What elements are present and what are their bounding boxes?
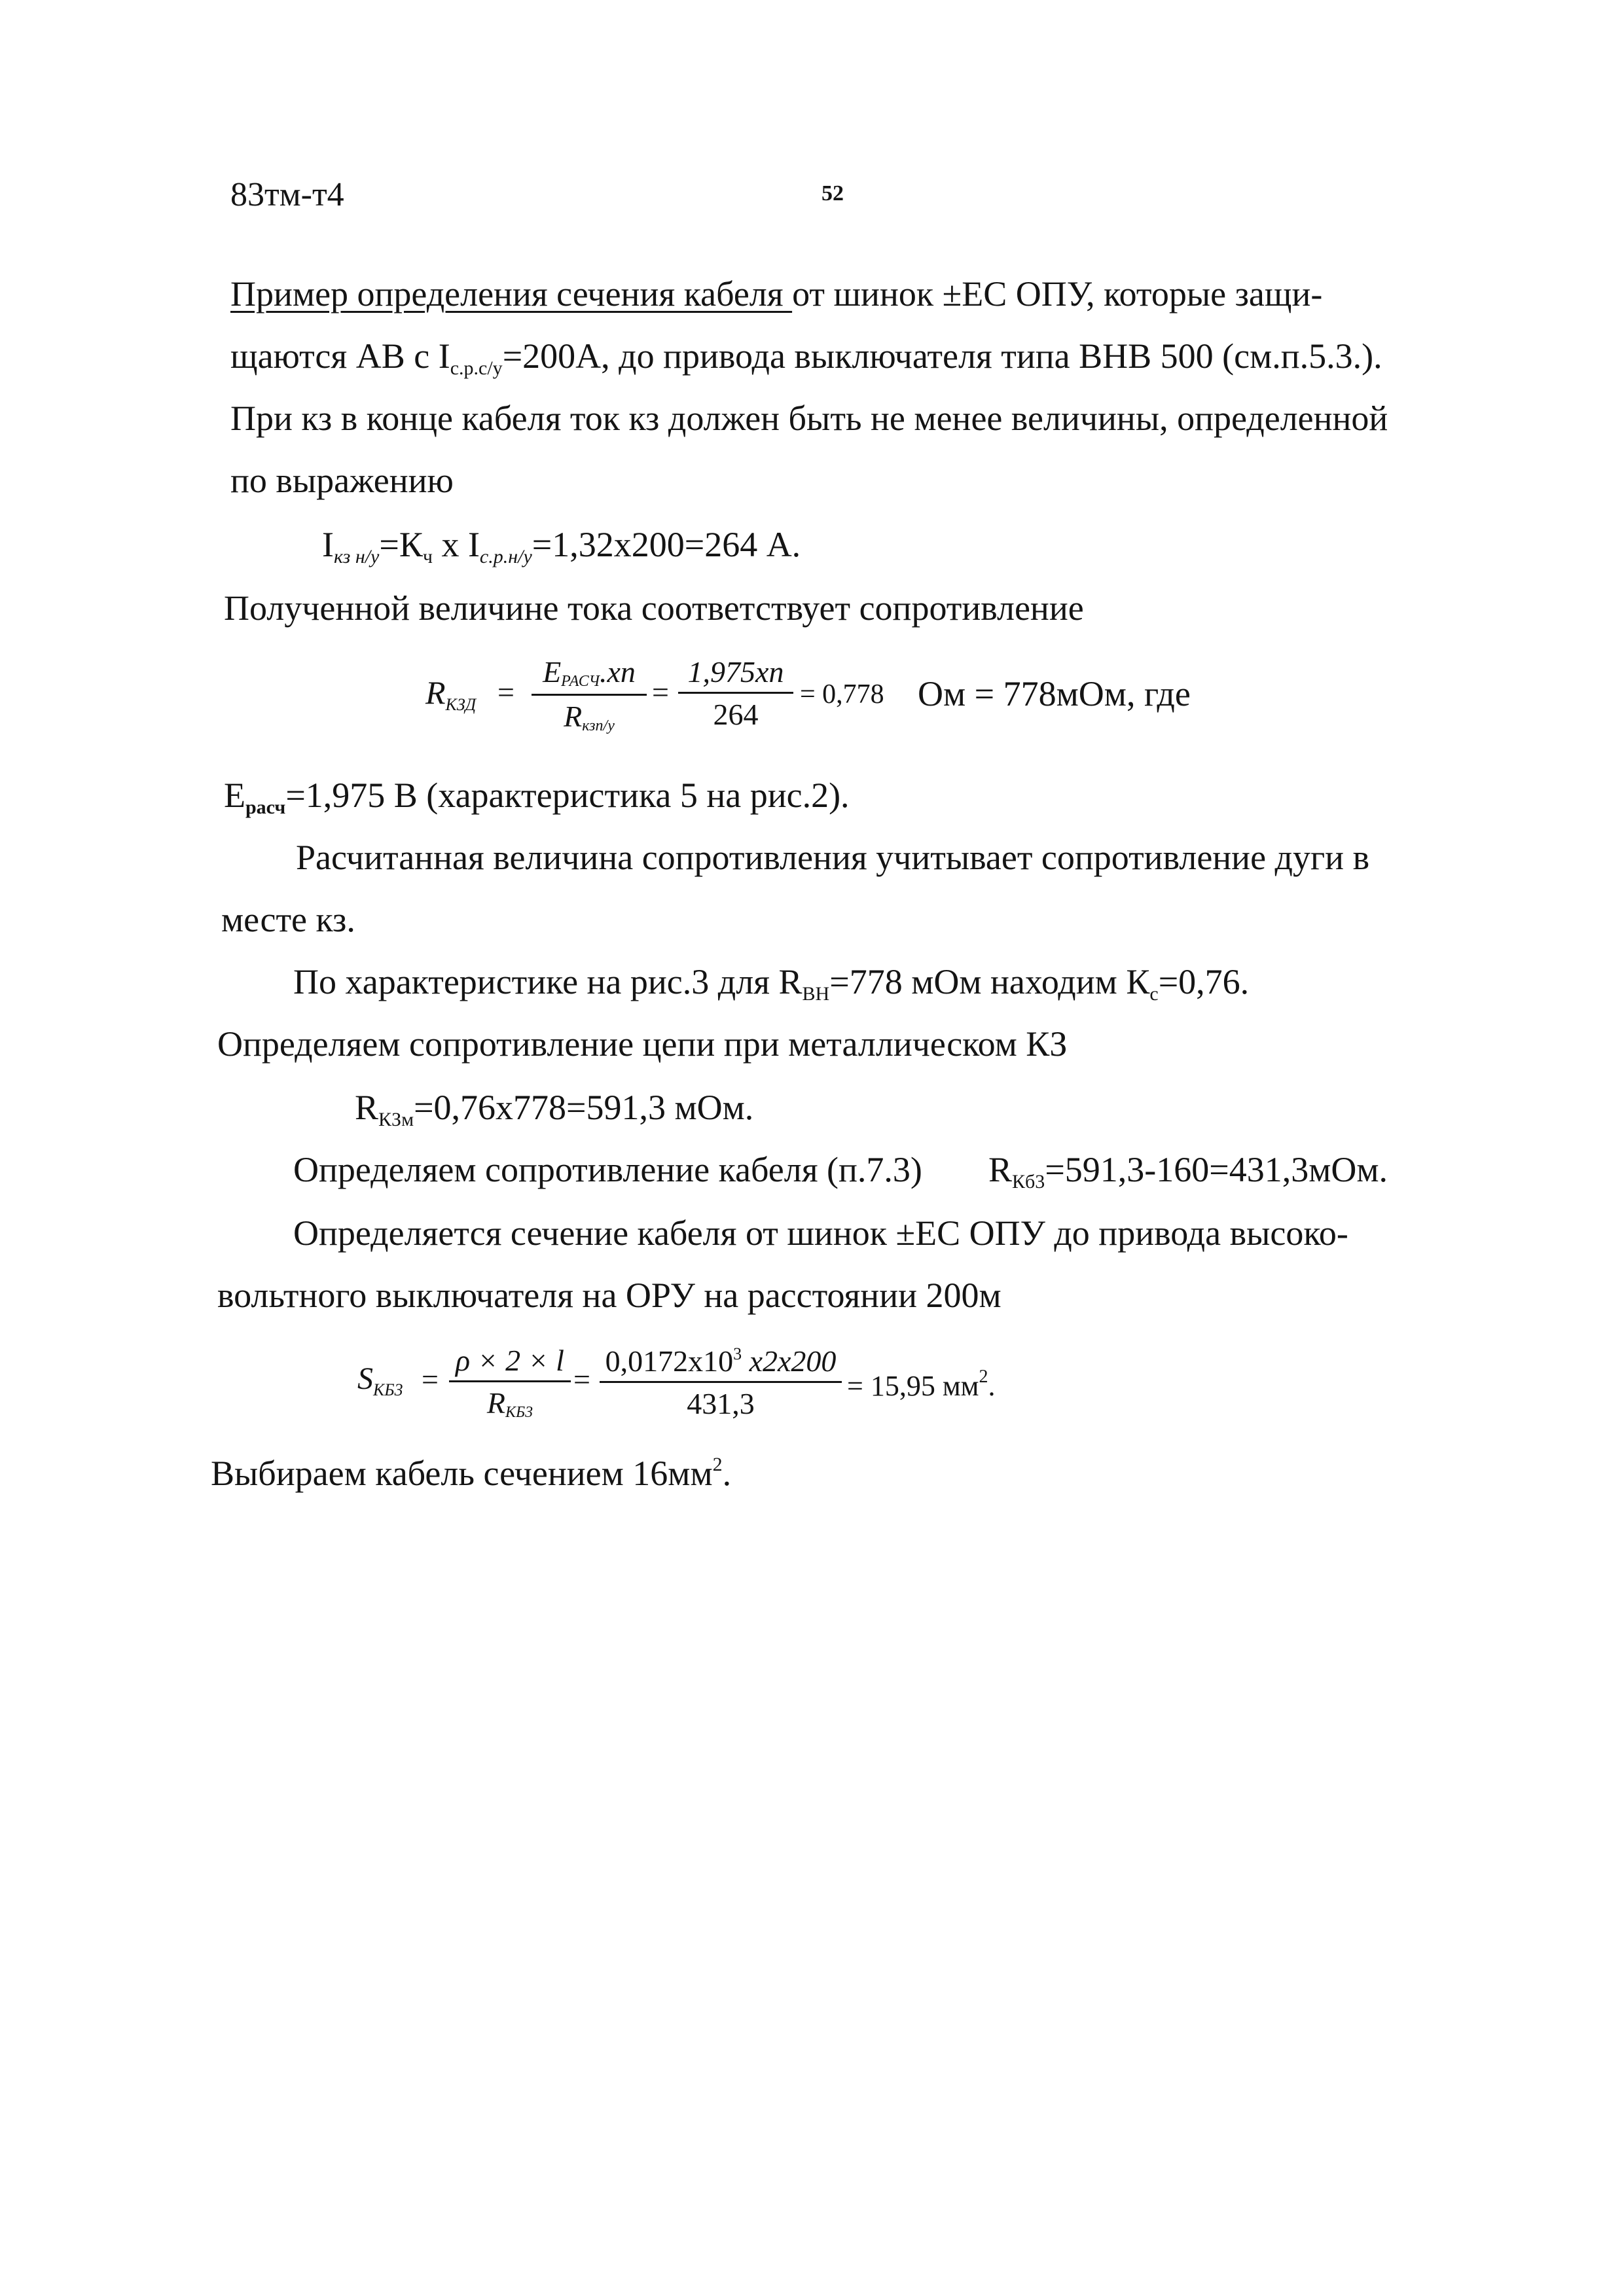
para1-line2-b: =200А, до привода выключателя типа ВНВ 500 (см.п.5.3.).	[502, 336, 1382, 376]
para1-line1	[230, 276, 1322, 312]
f4-lhs-sub: КБ3	[373, 1380, 403, 1399]
f2-f1-den: R	[564, 700, 583, 734]
para7-line	[293, 1152, 922, 1187]
para7-r: R	[988, 1150, 1013, 1189]
f2-eq1: =	[497, 675, 514, 709]
para3-e: Е	[224, 776, 245, 815]
f3-sub: КЗм	[378, 1109, 414, 1130]
formula-short-circuit-current	[322, 527, 801, 567]
para7-sub: Кб3	[1012, 1171, 1045, 1193]
f2-lhs-sub: КЗД	[445, 695, 477, 714]
f4-fraction-1	[449, 1345, 571, 1421]
f2-f1-num: E	[543, 655, 562, 689]
f1-sub1: кз н/у	[333, 546, 380, 567]
para5-sub2: с	[1149, 983, 1159, 1005]
f4-fraction-2	[600, 1345, 842, 1420]
page-number: 52	[821, 181, 844, 206]
f3-r: R	[355, 1088, 379, 1127]
f2-lhs	[425, 676, 476, 713]
para4-line1: Расчитанная величина сопротивления учитывает сопротивление дуги в	[296, 838, 1370, 877]
para8-line1: Определяется сечение кабеля от шинок ±ЕС ОПУ до привода высоко-	[293, 1213, 1348, 1253]
f4-lhs-s: S	[357, 1361, 373, 1396]
f4-result-sup: 2	[979, 1367, 988, 1387]
f4-eq2: =	[573, 1363, 590, 1396]
section-title: Пример определения сечения кабеля	[230, 274, 793, 314]
f2-eq2: =	[652, 675, 669, 709]
para3-line	[224, 778, 850, 817]
para1-line2-sub: с.р.с/у	[450, 357, 503, 379]
f2-fraction-1-bar	[532, 694, 647, 696]
para2-line: Полученной величине тока соответствует сопротивление	[224, 588, 1084, 628]
f3-rest: =0,76х778=591,3 мОм.	[414, 1088, 754, 1127]
f1-i: I	[322, 525, 334, 564]
para5-b: =778 мОм находим К	[829, 962, 1150, 1001]
conclusion-b: .	[722, 1454, 732, 1493]
para8-line2: вольтного выключателя на ОРУ на расстоянии 200м	[217, 1276, 1001, 1315]
para7-a: Определяем сопротивление кабеля (п.7.3)	[293, 1150, 922, 1189]
f4-f1-den-sub: КБ3	[505, 1404, 533, 1422]
para1-line1-rest: от шинок ±ЕС ОПУ, которые защи-	[792, 274, 1323, 314]
para3-rest: =1,975 В (характеристика 5 на рис.2).	[285, 776, 850, 815]
para5-a: По характеристике на рис.3 для R	[293, 962, 803, 1001]
f2-result-tail: Ом = 778мОм, где	[918, 674, 1191, 713]
formula-metallic-sc	[355, 1090, 753, 1130]
f2-fraction-1	[532, 656, 647, 734]
f1-sub2: ч	[422, 546, 433, 567]
f1-sub3: с.р.н/у	[479, 546, 532, 567]
f4-result	[847, 1368, 996, 1401]
f2-f2-den: 264	[713, 698, 759, 732]
para7-rest: =591,3-160=431,3мОм.	[1045, 1150, 1388, 1189]
f4-fraction-2-bar	[600, 1381, 842, 1383]
f4-eq1: =	[422, 1363, 439, 1396]
conclusion-sup: 2	[712, 1454, 723, 1475]
para7-formula	[988, 1152, 1388, 1192]
f4-f2-num-sup: 3	[733, 1344, 742, 1363]
f2-result: = 0,778	[800, 679, 884, 709]
f2-fraction-2-bar	[678, 692, 793, 694]
f1-mid: =К	[379, 525, 423, 564]
f4-result-tail: .	[988, 1370, 996, 1402]
para5-sub: ВН	[802, 983, 830, 1005]
f1-rest: =1,32х200=264 А.	[532, 525, 801, 564]
f2-lhs-r: R	[425, 674, 446, 711]
para6-line: Определяем сопротивление цепи при металлическом КЗ	[217, 1024, 1068, 1064]
f1-mid2: х I	[432, 525, 480, 564]
f2-f1-num-tail: .хп	[600, 655, 636, 689]
f2-fraction-2	[678, 656, 793, 731]
f4-result-value: = 15,95 мм	[847, 1370, 979, 1402]
f2-f1-num-sub: РАСЧ	[561, 673, 600, 690]
para1-line2	[230, 338, 1382, 378]
conclusion-line	[211, 1455, 731, 1491]
f2-f1-den-sub: кзп/у	[582, 717, 615, 735]
para4-line2: месте кз.	[221, 900, 355, 939]
para5-c: =0,76.	[1158, 962, 1250, 1001]
para3-e-sub: расч	[245, 797, 286, 818]
f4-f2-num-b: х2х200	[742, 1344, 837, 1378]
f4-f2-den: 431,3	[687, 1387, 755, 1421]
para1-line2-a: щаются АВ с I	[230, 336, 450, 376]
f4-f2-num-a: 0,0172х10	[605, 1344, 734, 1378]
f4-f1-den: R	[486, 1386, 505, 1420]
para5-line	[293, 964, 1249, 1004]
para1-line3: При кз в конце кабеля ток кз должен быть не менее величины, определенной	[230, 399, 1388, 438]
para1-line4: по выражению	[230, 461, 454, 500]
f4-lhs	[357, 1363, 403, 1399]
conclusion-a: Выбираем кабель сечением 16мм	[211, 1454, 713, 1493]
f4-f1-num: ρ × 2 × l	[456, 1344, 564, 1377]
f4-fraction-1-bar	[449, 1380, 571, 1382]
f2-f2-num: 1,975хп	[687, 655, 784, 689]
doc-code: 83тм-т4	[230, 176, 344, 213]
